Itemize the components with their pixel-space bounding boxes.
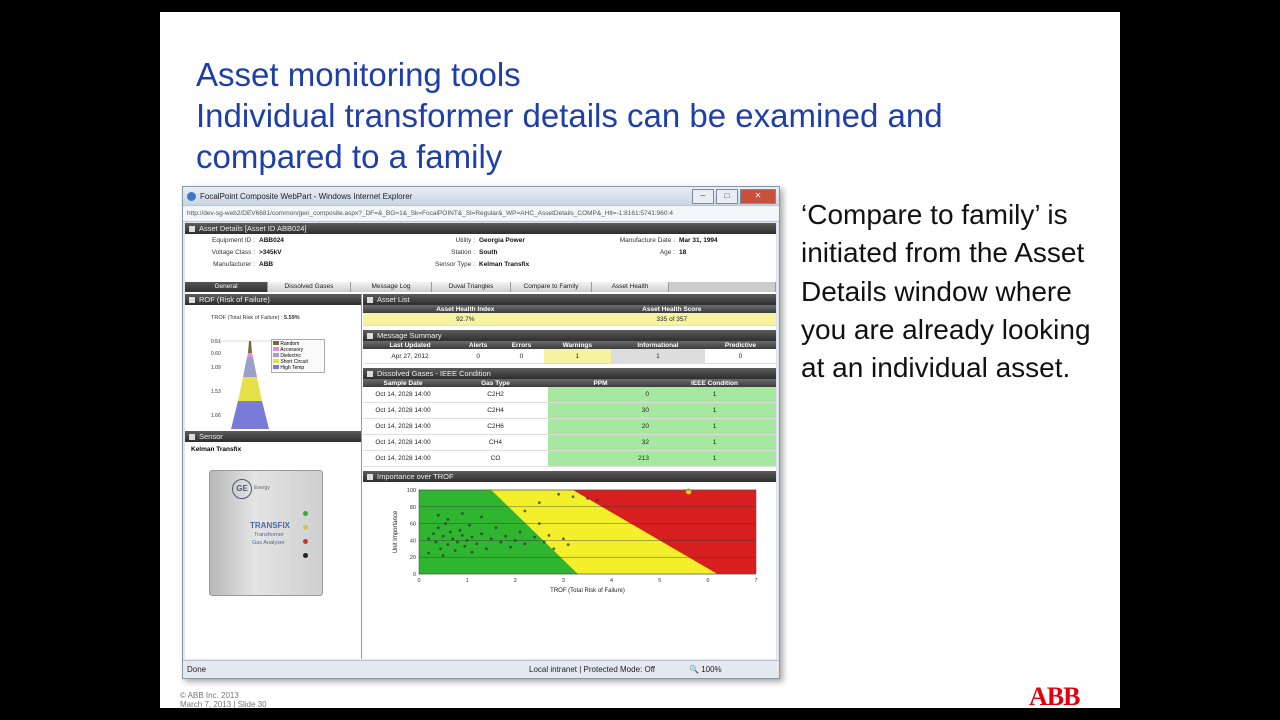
manufacturer-label: Manufacturer : <box>213 261 255 268</box>
health-index-value: 92.7% <box>363 313 568 326</box>
tab-duval-triangles[interactable]: Duval Triangles <box>432 282 511 292</box>
y-tick-label: 100 <box>406 488 416 494</box>
sensor-panel <box>185 442 361 658</box>
ge-logo: GE <box>232 479 252 499</box>
data-point <box>427 552 430 555</box>
voltage-class-value: >345kV <box>259 249 282 256</box>
collapse-icon[interactable] <box>367 371 373 377</box>
col-warnings: Warnings <box>544 341 611 349</box>
browser-window <box>182 186 780 679</box>
rof-tick-0: 0.51 <box>211 339 221 345</box>
data-point <box>490 537 493 540</box>
data-point <box>475 542 478 545</box>
legend-random: Random <box>273 341 323 347</box>
data-point <box>524 510 527 513</box>
col-health-index: Asset Health Index <box>363 305 568 313</box>
tab-filler <box>669 282 776 292</box>
collapse-icon[interactable] <box>189 226 195 232</box>
device-sub-2: Gas Analyser <box>252 540 285 546</box>
data-point <box>495 526 498 529</box>
data-point <box>533 536 536 539</box>
data-point <box>552 547 555 550</box>
asset-list-header: Asset List <box>363 294 776 305</box>
collapse-icon[interactable] <box>189 434 195 440</box>
tab-message-log[interactable]: Message Log <box>351 282 432 292</box>
data-point <box>446 518 449 521</box>
data-point <box>562 537 565 540</box>
data-point <box>461 534 464 537</box>
data-point <box>567 543 570 546</box>
data-point <box>449 531 452 534</box>
data-point <box>427 537 430 540</box>
page-content <box>185 223 776 659</box>
data-point <box>538 501 541 504</box>
data-point <box>442 554 445 557</box>
legend-high-temp: High Temp <box>273 365 323 371</box>
informational-value: 1 <box>611 349 705 364</box>
errors-value: 0 <box>499 349 544 364</box>
legend-accessory: Accessory <box>273 347 323 353</box>
data-point <box>456 541 459 544</box>
alerts-value: 0 <box>457 349 499 364</box>
zoom-control[interactable]: 🔍 100% <box>689 665 722 674</box>
manufacturer-value: ABB <box>259 261 274 268</box>
dissolved-gases-panel <box>363 368 776 467</box>
rof-tick-4: 1.66 <box>211 413 221 419</box>
cone-accessory <box>247 353 253 357</box>
equipment-id-label: Equipment ID : <box>212 237 255 244</box>
data-point <box>504 535 507 538</box>
data-point <box>557 493 560 496</box>
browser-titlebar <box>183 187 779 205</box>
utility-label: Utility : <box>455 237 475 244</box>
data-point <box>519 531 522 534</box>
data-point <box>437 514 440 517</box>
device-sub-1: Transformer <box>254 532 284 538</box>
last-updated-value: Apr 27, 2012 <box>363 349 457 364</box>
cone-dielectric <box>243 357 257 377</box>
message-summary-header: Message Summary <box>363 330 776 341</box>
asset-details-header: Asset Details [Asset ID ABB024] <box>185 223 776 234</box>
warnings-value: 1 <box>544 349 611 364</box>
trof-label: TROF (Total Risk of Failure) : <box>211 315 283 321</box>
left-column <box>185 294 362 659</box>
manufacture-date-label: Manufacture Date : <box>619 237 675 244</box>
col-ieee-condition: IEEE Condition <box>653 379 776 387</box>
data-point <box>454 549 457 552</box>
col-gas-type: Gas Type <box>443 379 548 387</box>
table-row[interactable]: Oct 14, 2028 14:00 CH4 32 1 <box>363 435 776 451</box>
status-light-black <box>303 553 308 558</box>
voltage-class-label: Voltage Class : <box>211 249 255 256</box>
status-light-green <box>303 511 308 516</box>
data-point <box>471 536 474 539</box>
age-value: 18 <box>679 249 687 256</box>
address-url: http://dev-sg-web2/DEV6681/common/gen_composite.aspx?_DF=&_BG=1&_Sk=FocalPOINT&_Sl=Regular&_WP=AHC_AssetDetails_COMP&_Hlt=-1:8161:5741:960:4 <box>187 210 673 217</box>
col-informational: Informational <box>611 341 705 349</box>
importance-header: Importance over TROF <box>363 471 776 482</box>
rof-tick-3: 1.53 <box>211 389 221 395</box>
y-tick-label: 60 <box>409 521 416 528</box>
data-point <box>514 539 517 542</box>
ie-icon <box>187 192 196 201</box>
sensor-name: Kelman Transfix <box>191 446 242 453</box>
x-axis-label: TROF (Total Risk of Failure) <box>550 588 625 594</box>
data-point <box>468 524 471 527</box>
col-ppm: PPM <box>548 379 653 387</box>
legend-dielectric: Dielectric <box>273 353 323 359</box>
browser-title: FocalPoint Composite WebPart - Windows Internet Explorer <box>200 191 413 201</box>
trof-value: 5.59% <box>284 315 300 321</box>
rof-tick-2: 1.09 <box>211 365 221 371</box>
table-row[interactable]: Oct 14, 2028 14:00 C2H6 20 1 <box>363 419 776 435</box>
data-point <box>466 539 469 542</box>
footer: © ABB Inc. 2013 March 7, 2013 | Slide 30 <box>180 691 267 708</box>
zoom-icon: 🔍 <box>689 665 699 674</box>
status-bar <box>183 660 779 678</box>
status-done: Done <box>187 665 207 674</box>
data-point <box>461 512 464 515</box>
side-text: ‘Compare to family’ is initiated from the Asset Details window where you are already looking at an individual asset. <box>801 199 1091 384</box>
status-light-red <box>303 539 308 544</box>
data-point <box>439 547 442 550</box>
rof-legend <box>271 339 325 373</box>
x-tick-label: 0 <box>417 578 421 584</box>
data-point <box>524 542 527 545</box>
right-column <box>363 294 776 659</box>
data-point <box>572 495 575 498</box>
ge-word: Energy <box>254 485 270 491</box>
data-point <box>480 515 483 518</box>
dissolved-gases-table <box>363 379 776 467</box>
message-summary-panel <box>363 330 776 364</box>
tab-general[interactable]: General <box>185 282 268 292</box>
sensor-header: Sensor <box>185 431 361 442</box>
x-tick-label: 6 <box>706 578 710 584</box>
rof-panel <box>185 294 361 431</box>
asset-list-panel <box>363 294 776 326</box>
manufacture-date-value: Mar 31, 1994 <box>679 237 718 244</box>
y-tick-label: 20 <box>409 555 416 562</box>
station-label: Station : <box>451 249 475 256</box>
utility-value: Georgia Power <box>479 237 525 244</box>
station-value: South <box>479 249 498 256</box>
maximize-button[interactable]: □ <box>716 189 738 204</box>
col-errors: Errors <box>499 341 544 349</box>
data-point <box>442 535 445 538</box>
status-light-yellow <box>303 525 308 530</box>
data-point <box>509 546 512 549</box>
abb-logo: ABB <box>1029 682 1080 708</box>
table-row[interactable]: Oct 14, 2028 14:00 C2H2 0 1 <box>363 387 776 403</box>
rof-tick-1: 0.60 <box>211 351 221 357</box>
x-tick-label: 7 <box>754 578 758 584</box>
message-summary-table <box>363 341 776 364</box>
data-point <box>586 497 589 500</box>
data-point <box>471 551 474 554</box>
device-brand: TRANSFIX <box>250 521 290 530</box>
tab-bar <box>185 282 776 292</box>
importance-chart <box>363 482 776 606</box>
sensor-device-image <box>209 470 323 596</box>
collapse-icon[interactable] <box>367 297 373 303</box>
y-tick-label: 0 <box>412 572 416 578</box>
data-point <box>434 541 437 544</box>
status-zone: Local intranet | Protected Mode: Off <box>529 665 655 674</box>
collapse-icon[interactable] <box>367 333 373 339</box>
predictive-value: 0 <box>705 349 776 364</box>
col-alerts: Alerts <box>457 341 499 349</box>
rof-header: ROF (Risk of Failure) <box>185 294 361 305</box>
legend-short-circuit: Short Circuit <box>273 359 323 365</box>
data-point <box>451 537 454 540</box>
data-point <box>485 547 488 550</box>
equipment-id-value: ABB024 <box>259 237 284 244</box>
data-point <box>444 522 447 525</box>
data-point <box>432 532 435 535</box>
cone-high-temp <box>231 401 269 429</box>
collapse-icon[interactable] <box>189 297 195 303</box>
cone-short-circuit <box>238 377 262 401</box>
col-last-updated: Last Updated <box>363 341 457 349</box>
table-row[interactable]: Oct 14, 2028 14:00 C2H4 30 1 <box>363 403 776 419</box>
data-point <box>480 532 483 535</box>
table-row[interactable]: Oct 14, 2028 14:00 CO 213 1 <box>363 451 776 467</box>
importance-panel <box>363 471 776 606</box>
tab-dissolved-gases[interactable]: Dissolved Gases <box>268 282 351 292</box>
y-tick-label: 80 <box>409 504 416 511</box>
tab-asset-health[interactable]: Asset Health <box>592 282 669 292</box>
col-health-score: Asset Health Score <box>568 305 776 313</box>
address-bar[interactable] <box>183 205 779 222</box>
data-point <box>437 526 440 529</box>
collapse-icon[interactable] <box>367 474 373 480</box>
data-point <box>543 541 546 544</box>
y-axis-label: Unit Importance <box>393 510 399 554</box>
x-tick-label: 1 <box>465 578 469 584</box>
asset-details-panel <box>185 223 776 281</box>
data-point <box>446 543 449 546</box>
x-tick-label: 3 <box>561 578 565 584</box>
y-tick-label: 40 <box>409 538 416 545</box>
age-label: Age : <box>659 249 675 256</box>
data-point <box>538 522 541 525</box>
col-sample-date: Sample Date <box>363 379 443 387</box>
minimize-button[interactable]: – <box>692 189 714 204</box>
dissolved-gases-header: Dissolved Gases - IEEE Condition <box>363 368 776 379</box>
x-tick-label: 4 <box>610 578 614 584</box>
cone-random <box>248 341 252 353</box>
col-predictive: Predictive <box>705 341 776 349</box>
x-tick-label: 2 <box>513 578 517 584</box>
asset-list-table <box>363 305 776 326</box>
data-point <box>463 545 466 548</box>
data-point <box>596 499 599 502</box>
close-button[interactable]: ✕ <box>740 189 776 204</box>
health-score-value: 335 of 357 <box>568 313 776 326</box>
data-point <box>459 529 462 532</box>
x-tick-label: 5 <box>658 578 662 584</box>
sensor-type-label: Sensor Type : <box>435 261 475 268</box>
data-point <box>548 534 551 537</box>
tab-compare-to-family[interactable]: Compare to Family <box>511 282 592 292</box>
slide <box>160 12 1120 708</box>
sensor-type-value: Kelman Transfix <box>479 261 530 268</box>
slide-title: Asset monitoring tools Individual transformer details can be examined and compared to a family <box>196 56 943 175</box>
data-point <box>499 541 502 544</box>
